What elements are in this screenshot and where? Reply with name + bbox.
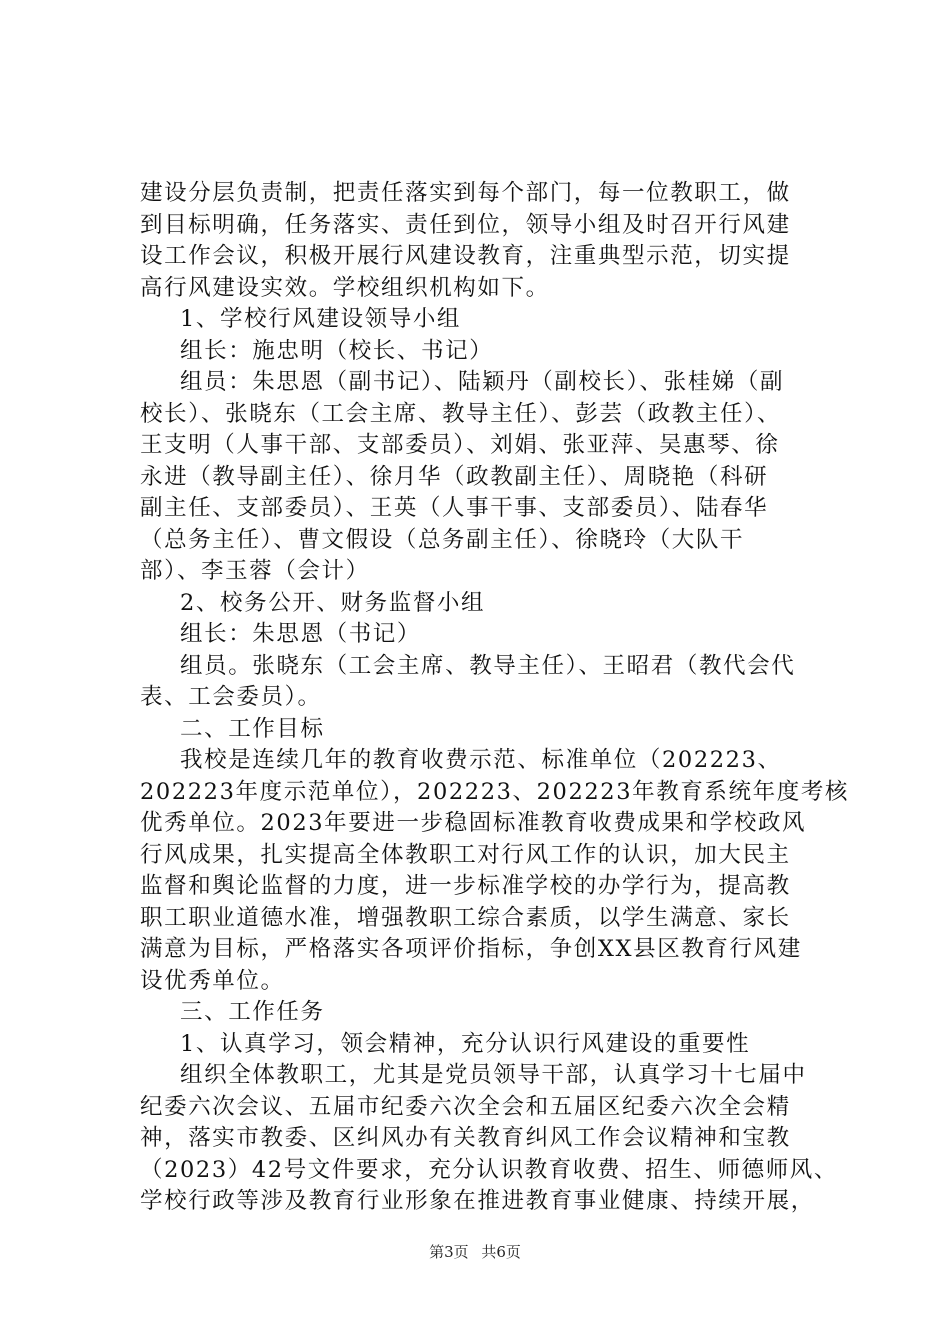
paragraph-line: 建设分层负责制，把责任落实到每个部门，每一位教职工，做: [140, 180, 791, 206]
document-body: [140, 178, 850, 1218]
section-heading: 1、学校行风建设领导小组: [180, 306, 462, 332]
paragraph-line: 组长：施忠明（校长、书记）: [180, 337, 494, 364]
paragraph-line: 优秀单位。2023年要进一步稳固标准教育收费成果和学校政风: [140, 810, 807, 836]
paragraph-line: 202223年度示范单位），202223、202223年教育系统年度考核: [140, 778, 850, 805]
page-total: 共6页: [481, 1243, 521, 1261]
section-heading: 二、工作目标: [180, 715, 325, 742]
paragraph-line: 组员：朱思恩（副书记）、陆颖丹（副校长）、张桂娣（副: [180, 369, 785, 395]
section-heading: 三、工作任务: [180, 999, 325, 1025]
paragraph-line: 学校行政等涉及教育行业形象在推进教育事业健康、持续开展，: [140, 1188, 815, 1214]
paragraph-line: 神，落实市教委、区纠风办有关教育纠风工作会议精神和宝教: [140, 1125, 791, 1151]
paragraph-line: 表、工会委员）。: [140, 684, 322, 710]
paragraph-line: 我校是连续几年的教育收费示范、标准单位（202223、: [180, 747, 782, 773]
page-footer: [0, 1242, 950, 1262]
paragraph-line: （总务主任）、曹文假设（总务副主任）、徐晓玲（大队干: [140, 526, 745, 553]
paragraph-line: 高行风建设实效。学校组织机构如下。: [140, 274, 550, 301]
section-heading: 2、校务公开、财务监督小组: [180, 589, 486, 616]
paragraph-line: 满意为目标，严格落实各项评价指标，争创XX县区教育行风建: [140, 936, 802, 962]
paragraph-line: 组员。张晓东（工会主席、教导主任）、王昭君（教代会代: [180, 652, 796, 679]
paragraph-line: 组长：朱思恩（书记）: [180, 621, 422, 647]
page-number: 第3页: [429, 1243, 469, 1261]
section-heading: 1、认真学习，领会精神，充分认识行风建设的重要性: [180, 1030, 751, 1057]
paragraph-line: 永进（教导副主任）、徐月华（政教副主任）、周晓艳（科研: [140, 463, 769, 490]
paragraph-line: （2023）42号文件要求，充分认识教育收费、招生、师德师风、: [140, 1156, 838, 1183]
paragraph-line: 行风成果，扎实提高全体教职工对行风工作的认识，加大民主: [140, 841, 791, 868]
paragraph-line: 部）、李玉蓉（会计）: [140, 558, 370, 584]
paragraph-line: 职工职业道德水准，增强教职工综合素质，以学生满意、家长: [140, 904, 791, 931]
paragraph-line: 纪委六次会议、五届市纪委六次全会和五届区纪委六次全会精: [140, 1093, 791, 1120]
paragraph-line: 设优秀单位。: [140, 967, 285, 994]
paragraph-line: 副主任、支部委员）、王英（人事干事、支部委员）、陆春华: [140, 495, 769, 521]
paragraph-line: 到目标明确，任务落实、责任到位，领导小组及时召开行风建: [140, 211, 791, 238]
paragraph-line: 校长）、张晓东（工会主席、教导主任）、彭芸（政教主任）、: [140, 400, 782, 427]
paragraph-line: 设工作会议，积极开展行风建设教育，注重典型示范，切实提: [140, 243, 791, 269]
paragraph-line: 组织全体教职工，尤其是党员领导干部，认真学习十七届中: [180, 1062, 807, 1088]
paragraph-line: 王支明（人事干部、支部委员）、刘娟、张亚萍、吴惠琴、徐: [140, 432, 780, 458]
paragraph-line: 监督和舆论监督的力度，进一步标准学校的办学行为，提高教: [140, 873, 791, 899]
